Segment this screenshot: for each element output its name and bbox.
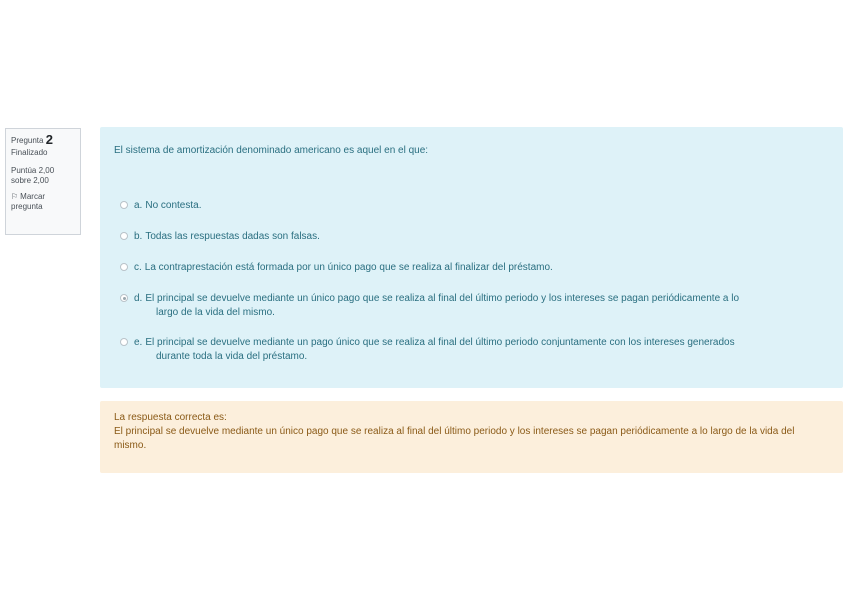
answer-options bbox=[120, 199, 820, 380]
grade-line-2: sobre 2,00 bbox=[11, 176, 49, 185]
grade-line-1: Puntúa 2,00 bbox=[11, 166, 55, 175]
option-letter: d. bbox=[134, 293, 143, 304]
option-letter: a. bbox=[134, 200, 143, 211]
option-text: La contraprestación está formada por un único pago que se realiza al finalizar del préstamo. bbox=[144, 262, 553, 273]
answer-option-label bbox=[134, 292, 739, 320]
correct-answer-text: El principal se devuelve mediante un único pago que se realiza al final del último periodo y los intereses se pagan periódicamente a lo largo de la vida del mismo. bbox=[114, 426, 795, 451]
option-letter: b. bbox=[134, 231, 143, 242]
answer-option-e[interactable] bbox=[120, 336, 820, 364]
option-text: No contesta. bbox=[145, 200, 202, 211]
radio-e[interactable] bbox=[120, 338, 128, 346]
question-label: Pregunta bbox=[11, 136, 44, 145]
radio-d-selected[interactable] bbox=[120, 294, 128, 302]
option-letter: e. bbox=[134, 337, 143, 348]
radio-c[interactable] bbox=[120, 263, 128, 271]
question-formulation bbox=[100, 127, 843, 388]
answer-option-label bbox=[134, 336, 735, 364]
answer-option-b[interactable] bbox=[120, 230, 820, 244]
feedback-panel bbox=[100, 401, 843, 473]
option-text: Todas las respuestas dadas son falsas. bbox=[145, 231, 320, 242]
flag-label-line-1: Marcar bbox=[20, 192, 46, 201]
answer-option-c[interactable] bbox=[120, 261, 820, 275]
answer-option-d[interactable] bbox=[120, 292, 820, 320]
answer-option-a[interactable] bbox=[120, 199, 820, 213]
answer-option-label bbox=[134, 261, 553, 275]
flag-question-link[interactable] bbox=[11, 192, 75, 212]
radio-a[interactable] bbox=[120, 201, 128, 209]
option-text-continued: durante toda la vida del préstamo. bbox=[156, 351, 308, 362]
flag-label-line-2: pregunta bbox=[11, 202, 43, 211]
flag-icon: ⚐ bbox=[11, 192, 19, 201]
option-letter: c. bbox=[134, 262, 142, 273]
question-number: 2 bbox=[45, 132, 53, 147]
answer-option-label bbox=[134, 230, 320, 244]
option-text: El principal se devuelve mediante un único pago que se realiza al final del último periodo y los intereses se pagan periódicamente a lo bbox=[145, 293, 740, 304]
question-grade bbox=[11, 166, 75, 186]
answer-option-label bbox=[134, 199, 202, 213]
question-number-heading bbox=[11, 132, 75, 147]
correct-answer-label: La respuesta correcta es: bbox=[114, 412, 227, 423]
option-text-continued: largo de la vida del mismo. bbox=[156, 307, 275, 318]
question-state: Finalizado bbox=[11, 148, 48, 157]
radio-b[interactable] bbox=[120, 232, 128, 240]
option-text: El principal se devuelve mediante un pago único que se realiza al final del último periodo conjuntamente con los intereses generados bbox=[145, 337, 735, 348]
question-text: El sistema de amortización denominado americano es aquel en el que: bbox=[114, 145, 429, 156]
question-info-panel bbox=[5, 128, 81, 235]
